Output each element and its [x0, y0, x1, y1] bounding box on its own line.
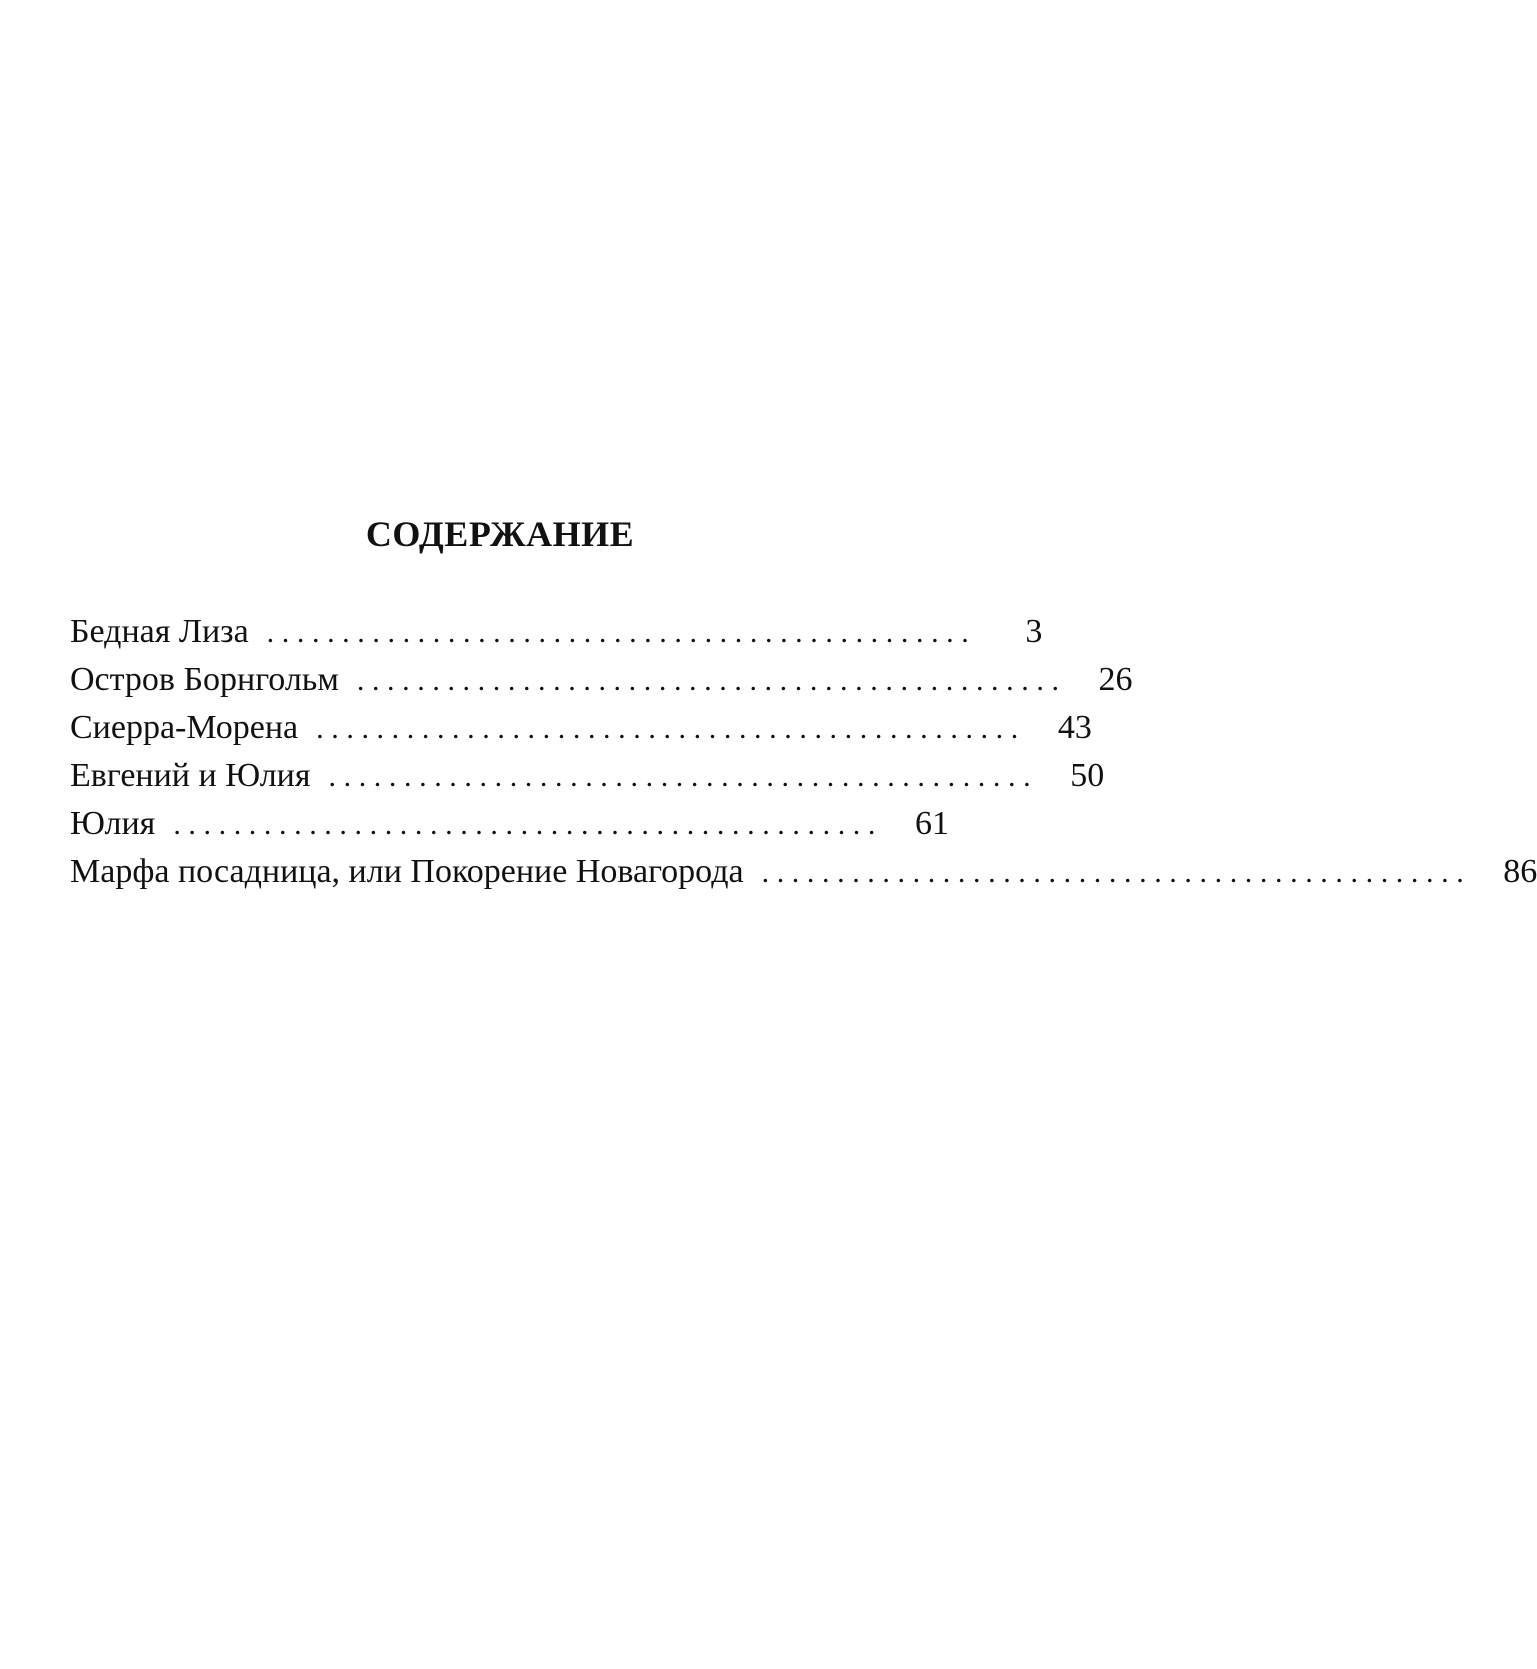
dot-leader: ............................................... [316, 712, 1026, 745]
dot-leader: ............................................... [173, 808, 884, 841]
toc-entry-title: Бедная Лиза [70, 613, 249, 650]
toc-entry-title: Марфа посадница, или Покорение Новагорода [70, 853, 744, 890]
toc-entry-page-number: 61 [915, 805, 950, 842]
contents-heading: СОДЕРЖАНИЕ [365, 514, 635, 554]
toc-entry-1 [70, 608, 1043, 656]
dot-leader: ............................................... [266, 616, 977, 649]
toc-entry-title: Остров Борнгольм [70, 661, 339, 698]
dot-leader: ............................................... [761, 856, 1472, 889]
toc-entry-4 [70, 752, 1105, 800]
toc-entry-title: Юлия [70, 805, 156, 842]
dot-leader: ............................................... [356, 664, 1067, 697]
toc-entry-5 [70, 800, 950, 848]
toc-entry-page-number: 86 [1503, 853, 1537, 890]
toc-entry-6 [70, 848, 1537, 896]
toc-entry-page-number: 43 [1057, 709, 1092, 746]
toc-entry-3 [70, 704, 1092, 752]
table-of-contents [70, 608, 1537, 896]
toc-entry-page-number: 26 [1098, 661, 1133, 698]
toc-entry-page-number: 3 [1025, 613, 1043, 650]
toc-entry-page-number: 50 [1070, 757, 1105, 794]
toc-entry-2 [70, 656, 1133, 704]
toc-entry-title: Сиерра-Морена [70, 709, 299, 746]
toc-entry-title: Евгений и Юлия [70, 757, 311, 794]
dot-leader: ............................................... [328, 760, 1039, 793]
